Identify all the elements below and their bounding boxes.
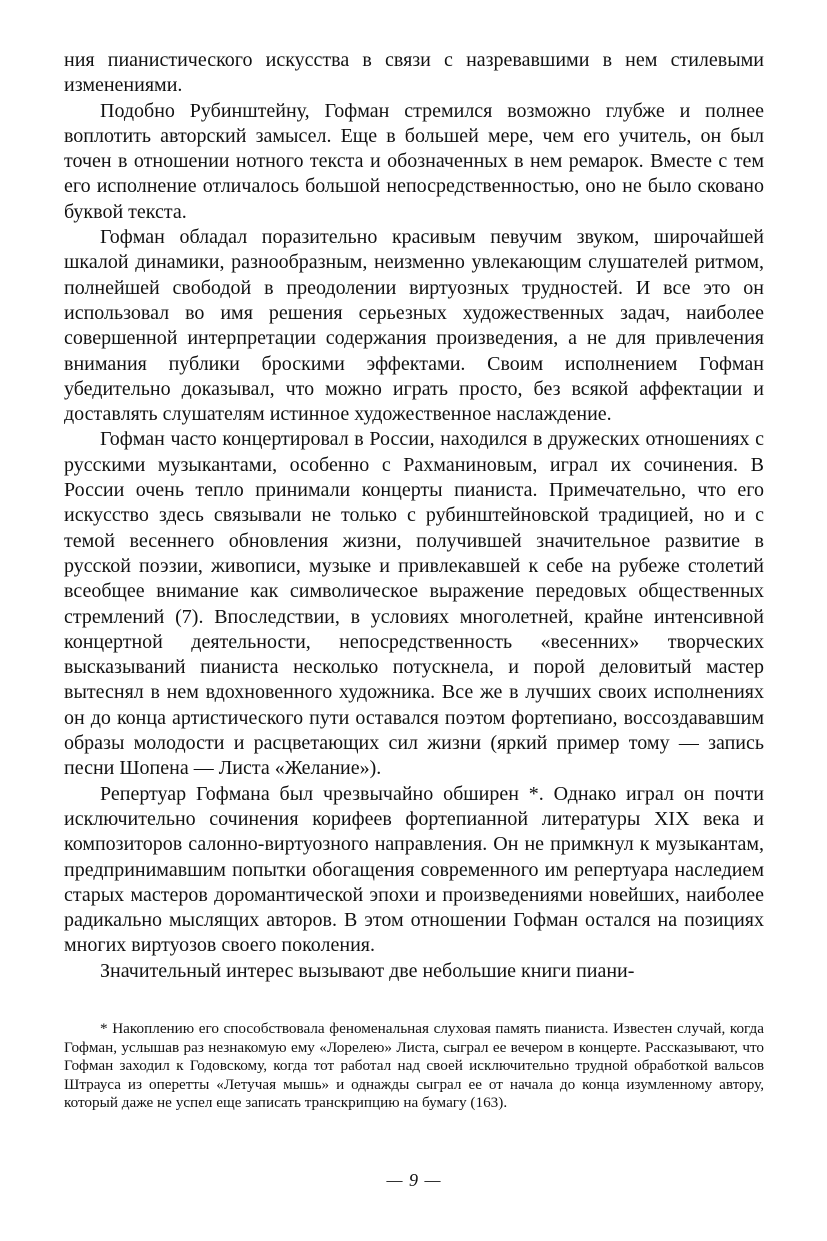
paragraph-russia-concerts: Гофман часто концертировал в России, находился в дружеских отношениях с русскими музыкантами, особенно с Рахманиновым, играл их сочинения. В России очень тепло принимали концерты пианиста. Примечательно, что его искусство здесь связывали не только с рубинштейновской традицией, но и с темой весеннего обновления жизни, получившей значительное развитие в русской поэзии, живописи, музыке и привлекавшей к себе на рубеже столетий всеобщее внимание как символическое выражение передовых общественных стремлений (7). Впоследствии, в условиях многолетней, крайне интенсивной концертной деятельности, непосредственность «весенних» творческих высказываний пианиста несколько потускнела, и порой деловитый мастер вытеснял в нем вдохновенного художника. Все же в лучших своих исполнениях он до конца артистического пути оставался поэтом фортепиано, воссоздававшим образы молодости и расцветающих сил жизни (яркий пример тому — запись песни Шопена — Листа «Желание»). xyxy=(64,428,764,780)
paragraph-sound-and-technique: Гофман обладал поразительно красивым певучим звуком, широчайшей шкалой динамики, разнообразным, неизменно увлекающим слушателей ритмом, полнейшей свободой в преодолении виртуозных трудностей. И все это он использовал во имя решения серьезных художественных задач, наиболее совершенной интерпретации содержания произведения, а не для привлечения внимания публики броскими эффектами. Своим исполнением Гофман убедительно доказывал, что можно играть просто, без всякой аффектации и доставлять слушателям истинное художественное наслаждение. xyxy=(64,226,764,426)
paragraph-rubinstein-comparison: Подобно Рубинштейну, Гофман стремился возможно глубже и полнее воплотить авторский замысел. Еще в большей мере, чем его учитель, он был точен в отношении нотного текста и обозначенных в нем ремарок. Вместе с тем его исполнение отличалось большой непосредственностью, оно не было сковано буквой текста. xyxy=(64,99,764,223)
book-page xyxy=(64,48,764,1190)
paragraph-books: Значительный интерес вызывают две небольшие книги пиани- xyxy=(100,959,635,982)
main-text xyxy=(64,48,764,984)
paragraph-repertoire: Репертуар Гофмана был чрезвычайно обширен *. Однако играл он почти исключительно сочинения корифеев фортепианной литературы XIX века и композиторов салонно-виртуозного направления. Он не примкнул к музыкантам, предпринимавшим попытки обогащения современного им репертуара наследием старых мастеров доромантической эпохи и произведениями новейших, наиболее радикально мыслящих авторов. В этом отношении Гофман остался на позициях многих виртуозов своего поколения. xyxy=(64,782,764,957)
footnote xyxy=(64,1020,764,1113)
page-number: — 9 — xyxy=(386,1170,442,1190)
footnote-text: * Накоплению его способствовала феноменальная слуховая память пианиста. Известен случай, когда Гофман, услышав раз незнакомую ему «Лорелею» Листа, сыграл ее вечером в концерте. Рассказывают, что Гофман заходил к Годовскому, когда тот работал над своей исключительно трудной обработкой вальсов Штрауса из оперетты «Летучая мышь» и однажды сыграл ее от начала до конца изумленному автору, который даже не успел еще записать транскрипцию на бумагу (163). xyxy=(64,1020,764,1112)
paragraph-continuation: ния пианистического искусства в связи с назревавшими в нем стилевыми изменениями. xyxy=(64,49,764,97)
